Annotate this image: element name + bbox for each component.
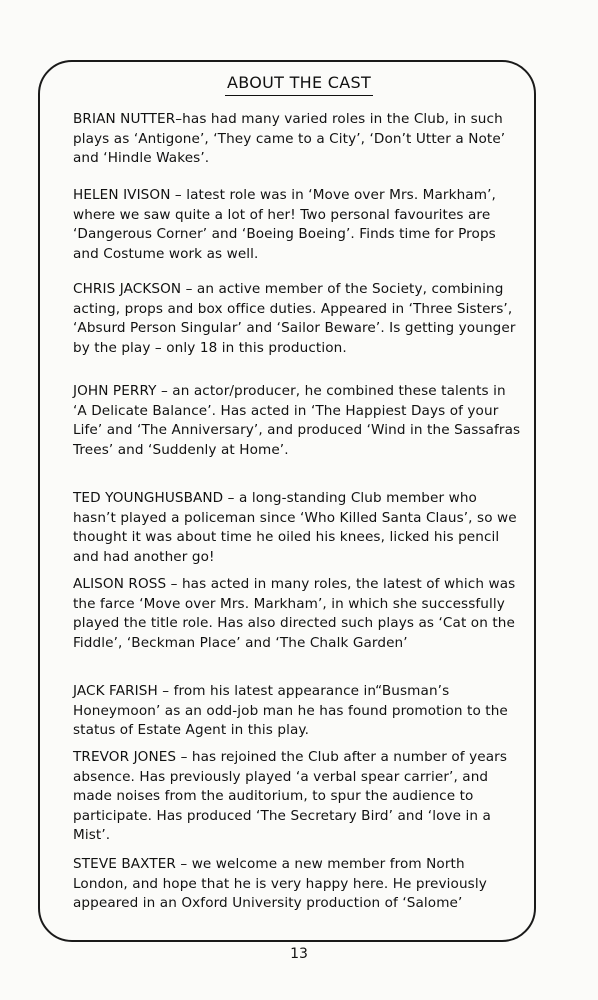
cast-entry-steve-baxter: STEVE BAXTER – we welcome a new member from North London, and hope that he is very happy here. He previously appeared in an Oxford University production of ‘Salome’	[73, 856, 487, 912]
cast-entry-alison-ross: ALISON ROSS – has acted in many roles, the latest of which was the farce ‘Move over Mrs. Markham’, in which she successfully played the title role. Has also directed such plays as ‘Cat on the Fiddle’, ‘Beckman Place’ and ‘The Chalk Garden’	[73, 576, 516, 651]
page-title	[0, 73, 598, 96]
cast-entry-ted-younghusband: TED YOUNGHUSBAND – a long-standing Club member who hasn’t played a policeman since ‘Who Killed Santa Claus’, so we thought it was about time he oiled his knees, licked his pencil and had another go!	[73, 490, 517, 565]
cast-entry-brian-nutter: BRIAN NUTTER–has had many varied roles in the Club, in such plays as ‘Antigone’, ‘They came to a City’, ‘Don’t Utter a Note’ and ‘Hindle Wakes’.	[73, 111, 506, 167]
page-title-text: ABOUT THE CAST	[225, 73, 373, 96]
cast-entry-helen-ivison: HELEN IVISON – latest role was in ‘Move over Mrs. Markham’, where we saw quite a lot of her! Two personal favourites are ‘Dangerous Corner’ and ‘Boeing Boeing’. Finds time for Props and Costume work as well.	[73, 187, 496, 262]
cast-entry-john-perry: JOHN PERRY – an actor/producer, he combined these talents in ‘A Delicate Balance’. Has acted in ‘The Happiest Days of your Life’ and ‘The Anniversary’, and produced ‘Wind in the Sassafras Trees’ and ‘Suddenly at Home’.	[73, 383, 521, 458]
cast-entry-trevor-jones: TREVOR JONES – has rejoined the Club after a number of years absence. Has previously played ‘a verbal spear carrier’, and made noises from the auditorium, to spur the audience to participate. Has produced ‘The Secretary Bird’ and ‘love in a Mist’.	[73, 749, 508, 844]
page-number: 13	[290, 946, 308, 962]
cast-entry-jack-farish: JACK FARISH – from his latest appearance in“Busman’s Honeymoon’ as an odd-job man he has found promotion to the status of Estate Agent in this play.	[73, 683, 508, 739]
cast-entry-chris-jackson: CHRIS JACKSON – an active member of the Society, combining acting, props and box office duties. Appeared in ‘Three Sisters’, ‘Absurd Person Singular’ and ‘Sailor Beware’. Is getting younger by the play – only 18 in this production.	[73, 281, 516, 356]
